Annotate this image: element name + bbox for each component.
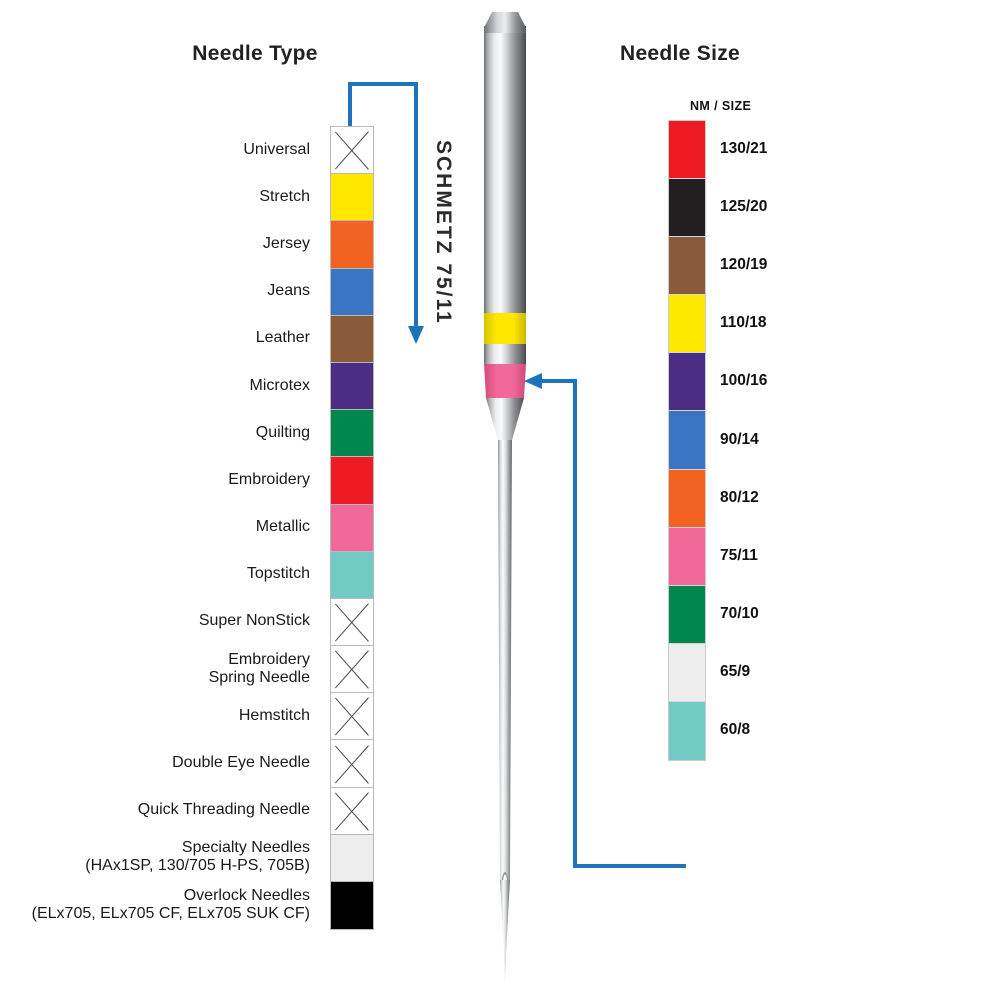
needle-size-swatch xyxy=(669,179,705,237)
needle-type-arrowhead xyxy=(408,326,424,344)
needle-type-row xyxy=(10,456,322,503)
needle-size-row xyxy=(712,643,832,701)
needle-type-label: Universal xyxy=(243,140,310,158)
needle-type-row xyxy=(10,362,322,409)
needle-size-swatch xyxy=(669,644,705,702)
needle-size-color-band xyxy=(484,364,526,398)
needle-type-swatch xyxy=(331,646,373,693)
needle-type-label: Leather xyxy=(255,329,310,347)
nm-size-column-header: NM / SIZE xyxy=(690,99,752,113)
needle-size-row xyxy=(712,585,832,643)
needle-size-row xyxy=(712,469,832,527)
needle-type-row xyxy=(10,787,322,834)
needle-type-row xyxy=(10,315,322,362)
needle-size-swatch xyxy=(669,353,705,411)
needle-size-swatch xyxy=(669,528,705,586)
sewing-needle-illustration xyxy=(440,0,570,1000)
needle-type-label: Quilting xyxy=(255,423,310,441)
needle-size-swatch xyxy=(669,470,705,528)
needle-size-row xyxy=(712,120,832,178)
x-pattern-icon xyxy=(331,693,373,739)
needle-type-swatch xyxy=(331,882,373,929)
needle-type-sublabel: (HAx1SP, 130/705 H-PS, 705B) xyxy=(85,857,310,875)
needle-type-row xyxy=(10,881,322,928)
needle-type-swatch xyxy=(331,505,373,552)
x-pattern-icon xyxy=(331,646,373,692)
needle-type-label: Super NonStick xyxy=(198,612,310,630)
needle-type-label: Quick Threading Needle xyxy=(137,801,310,819)
needle-type-label-list xyxy=(10,126,322,928)
needle-type-label: Topstitch xyxy=(246,565,310,583)
needle-type-heading: Needle Type xyxy=(192,42,318,65)
needle-type-swatch xyxy=(331,269,373,316)
needle-size-label: 80/12 xyxy=(720,488,759,506)
x-pattern-icon xyxy=(331,599,373,645)
needle-type-row xyxy=(10,173,322,220)
needle-size-swatch xyxy=(669,586,705,644)
needle-type-row xyxy=(10,268,322,315)
needle-size-row xyxy=(712,701,832,759)
needle-type-swatch xyxy=(331,740,373,787)
x-pattern-icon xyxy=(331,127,373,173)
needle-type-label: Jeans xyxy=(267,282,310,300)
needle-size-row xyxy=(712,178,832,236)
needle-type-swatch xyxy=(331,363,373,410)
needle-type-label: Double Eye Needle xyxy=(172,754,310,772)
needle-type-row xyxy=(10,220,322,267)
needle-type-label: Metallic xyxy=(255,518,310,536)
needle-size-heading: Needle Size xyxy=(619,42,741,65)
needle-type-label: Hemstitch xyxy=(238,706,310,724)
needle-type-row xyxy=(10,551,322,598)
needle-type-color-column xyxy=(330,126,374,930)
needle-size-swatch xyxy=(669,237,705,295)
needle-type-swatch xyxy=(331,788,373,835)
needle-type-row xyxy=(10,504,322,551)
x-pattern-icon xyxy=(331,740,373,786)
needle-size-label: 70/10 xyxy=(720,604,759,622)
x-pattern-icon xyxy=(331,788,373,834)
needle-type-row xyxy=(10,645,322,692)
needle-type-swatch xyxy=(331,221,373,268)
needle-type-row xyxy=(10,598,322,645)
needle-type-swatch xyxy=(331,835,373,882)
needle-type-row xyxy=(10,409,322,456)
needle-type-label: Stretch xyxy=(259,187,310,205)
needle-size-label: 120/19 xyxy=(720,256,768,274)
needle-type-label: Embroidery xyxy=(228,470,310,488)
needle-size-color-column xyxy=(668,120,706,761)
needle-size-label: 110/18 xyxy=(720,314,767,332)
needle-type-swatch xyxy=(331,174,373,221)
needle-type-swatch xyxy=(331,457,373,504)
needle-size-label: 125/20 xyxy=(720,198,768,216)
needle-size-row xyxy=(712,294,832,352)
needle-type-label: Jersey xyxy=(262,234,310,252)
needle-size-label: 60/8 xyxy=(720,720,751,738)
needle-type-swatch xyxy=(331,552,373,599)
needle-size-swatch xyxy=(669,121,705,179)
needle-size-swatch xyxy=(669,411,705,469)
needle-size-label-list xyxy=(712,120,832,759)
needle-size-label: 90/14 xyxy=(720,430,759,448)
needle-type-row xyxy=(10,834,322,881)
needle-type-swatch xyxy=(331,316,373,363)
needle-size-row xyxy=(712,236,832,294)
needle-size-row xyxy=(712,410,832,468)
needle-size-row xyxy=(712,527,832,585)
needle-type-label: Embroidery Spring Needle xyxy=(208,650,310,686)
needle-type-label: Overlock Needles (ELx705, ELx705 CF, ELx705 SUK CF) xyxy=(31,886,310,922)
needle-size-label: 65/9 xyxy=(720,662,751,680)
needle-size-row xyxy=(712,352,832,410)
needle-size-label: 130/21 xyxy=(720,140,768,158)
needle-size-label: 75/11 xyxy=(720,546,758,564)
needle-size-label: 100/16 xyxy=(720,372,768,390)
needle-type-row xyxy=(10,126,322,173)
needle-shank-color-band xyxy=(484,313,526,344)
needle-type-swatch xyxy=(331,410,373,457)
needle-size-swatch xyxy=(669,295,705,353)
needle-type-label: Microtex xyxy=(249,376,310,394)
needle-type-label: Specialty Needles (HAx1SP, 130/705 H-PS, 705B) xyxy=(85,839,310,875)
needle-type-swatch xyxy=(331,127,373,174)
needle-type-sublabel: (ELx705, ELx705 CF, ELx705 SUK CF) xyxy=(31,904,310,922)
needle-type-row xyxy=(10,692,322,739)
needle-size-swatch xyxy=(669,702,705,760)
needle-type-row xyxy=(10,739,322,786)
needle-type-swatch xyxy=(331,599,373,646)
needle-brand-text: SCHMETZ 75/11 xyxy=(432,140,455,325)
needle-type-swatch xyxy=(331,693,373,740)
